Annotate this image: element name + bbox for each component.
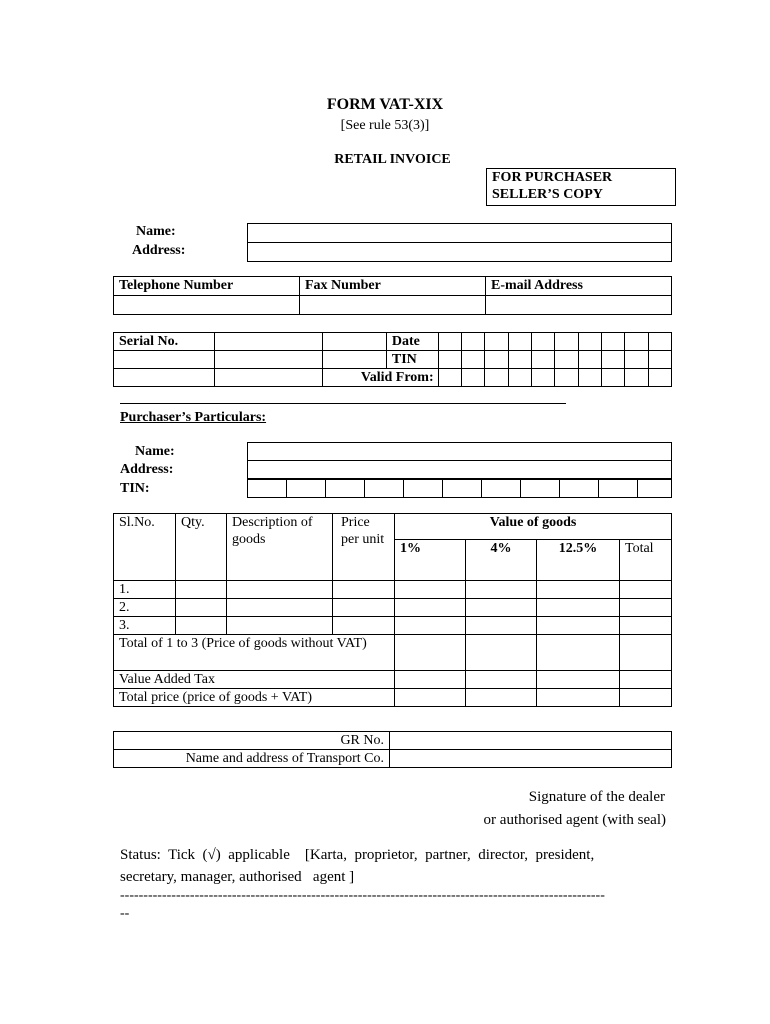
purchaser-address-label: Address: [120, 462, 174, 477]
row-1-price[interactable] [333, 581, 395, 599]
tin-box[interactable] [287, 480, 326, 498]
row-3-desc[interactable] [227, 617, 333, 635]
row-3-price[interactable] [333, 617, 395, 635]
valid-cell[interactable] [485, 369, 508, 387]
purchaser-name-address-boxes [247, 442, 672, 479]
copy-box [486, 168, 676, 206]
telephone-field[interactable] [114, 296, 300, 315]
row-3-125pct[interactable] [537, 617, 620, 635]
email-field[interactable] [486, 296, 672, 315]
purchaser-heading: Purchaser’s Particulars: [120, 410, 267, 425]
tin-cell[interactable] [625, 351, 648, 369]
tin-box[interactable] [365, 480, 404, 498]
purchaser-tin-boxes [247, 479, 672, 498]
date-cell[interactable] [461, 333, 484, 351]
tin-box[interactable] [560, 480, 599, 498]
serial-field-3[interactable] [215, 351, 323, 369]
total-4pct[interactable] [466, 635, 537, 671]
goods-table [113, 513, 672, 707]
fax-field[interactable] [300, 296, 486, 315]
seller-address-label: Address: [132, 243, 186, 258]
tin-cell[interactable] [648, 351, 671, 369]
col-price: Price per unit [333, 514, 395, 581]
tin-box[interactable] [443, 480, 482, 498]
purchaser-address-field[interactable] [248, 461, 672, 479]
valid-cell[interactable] [578, 369, 601, 387]
col-value-of-goods: Value of goods [395, 514, 672, 540]
row-2-price[interactable] [333, 599, 395, 617]
tin-cell[interactable] [461, 351, 484, 369]
row-2-total[interactable] [620, 599, 672, 617]
valid-cell[interactable] [648, 369, 671, 387]
row-3-slno: 3. [114, 617, 176, 635]
tin-box[interactable] [521, 480, 560, 498]
tin-cell[interactable] [578, 351, 601, 369]
seller-address-field[interactable] [248, 243, 672, 262]
col-slno: Sl.No. [114, 514, 176, 581]
tin-cell[interactable] [555, 351, 578, 369]
tin-cell[interactable] [438, 351, 461, 369]
grand-total[interactable] [620, 689, 672, 707]
valid-spacer-2 [215, 369, 323, 387]
tin-box[interactable] [326, 480, 365, 498]
tin-label: TIN [386, 351, 438, 369]
valid-from-label: Valid From: [322, 369, 438, 387]
vat-125pct[interactable] [537, 671, 620, 689]
date-cell[interactable] [438, 333, 461, 351]
gr-no-label: GR No. [114, 732, 390, 750]
rule-reference: [See rule 53(3)] [340, 118, 430, 133]
date-cell[interactable] [625, 333, 648, 351]
date-cell[interactable] [555, 333, 578, 351]
col-4pct: 4% [466, 540, 537, 581]
grand-125pct[interactable] [537, 689, 620, 707]
dash-line-2: -- [120, 906, 130, 921]
serial-label: Serial No. [114, 333, 215, 351]
valid-cell[interactable] [461, 369, 484, 387]
seller-name-field[interactable] [248, 224, 672, 243]
copy-seller: SELLER’S COPY [492, 187, 603, 202]
row-2-1pct[interactable] [395, 599, 466, 617]
valid-cell[interactable] [601, 369, 624, 387]
date-cell[interactable] [648, 333, 671, 351]
total-total[interactable] [620, 635, 672, 671]
date-label: Date [386, 333, 438, 351]
tin-box[interactable] [404, 480, 443, 498]
date-cell[interactable] [531, 333, 554, 351]
valid-cell[interactable] [555, 369, 578, 387]
row-2-4pct[interactable] [466, 599, 537, 617]
tin-spacer [322, 351, 386, 369]
date-cell[interactable] [578, 333, 601, 351]
vat-total[interactable] [620, 671, 672, 689]
row-2-125pct[interactable] [537, 599, 620, 617]
tin-box[interactable] [638, 480, 672, 498]
valid-cell[interactable] [508, 369, 531, 387]
grand-1pct[interactable] [395, 689, 466, 707]
serial-field[interactable] [215, 333, 323, 351]
email-label: E-mail Address [486, 277, 672, 296]
col-1pct: 1% [395, 540, 466, 581]
dash-line: -------------------------------------------------------------------------------------------------------- [120, 888, 605, 903]
fax-label: Fax Number [300, 277, 486, 296]
purchaser-name-label: Name: [135, 444, 175, 459]
valid-cell[interactable] [625, 369, 648, 387]
row-1-total[interactable] [620, 581, 672, 599]
purchaser-tin-label: TIN: [120, 481, 150, 496]
tin-cell[interactable] [531, 351, 554, 369]
date-cell[interactable] [485, 333, 508, 351]
telephone-label: Telephone Number [114, 277, 300, 296]
form-subtitle: RETAIL INVOICE [334, 152, 451, 167]
valid-cell[interactable] [531, 369, 554, 387]
row-1-desc[interactable] [227, 581, 333, 599]
row-2-slno: 2. [114, 599, 176, 617]
col-total: Total [620, 540, 672, 581]
tin-box[interactable] [482, 480, 521, 498]
status-line-1: Status: Tick (√) applicable [Karta, proprietor, partner, director, president, [120, 847, 595, 863]
row-3-total[interactable] [620, 617, 672, 635]
col-125pct: 12.5% [537, 540, 620, 581]
vat-label: Value Added Tax [114, 671, 395, 689]
valid-spacer-1 [114, 369, 215, 387]
date-cell[interactable] [601, 333, 624, 351]
form-title: FORM VAT-XIX [326, 96, 444, 113]
total-1pct[interactable] [395, 635, 466, 671]
row-3-4pct[interactable] [466, 617, 537, 635]
contact-table [113, 276, 672, 315]
row-3-1pct[interactable] [395, 617, 466, 635]
tin-box[interactable] [599, 480, 638, 498]
purchaser-name-field[interactable] [248, 443, 672, 461]
signature-line-2: or authorised agent (with seal) [483, 812, 666, 828]
seller-name-label: Name: [136, 224, 176, 239]
transport-co-field[interactable] [390, 750, 672, 768]
row-1-125pct[interactable] [537, 581, 620, 599]
divider-line [120, 403, 566, 404]
vat-4pct[interactable] [466, 671, 537, 689]
tin-cell[interactable] [508, 351, 531, 369]
row-2-desc[interactable] [227, 599, 333, 617]
grand-4pct[interactable] [466, 689, 537, 707]
row-1-slno: 1. [114, 581, 176, 599]
row-1-qty[interactable] [176, 581, 227, 599]
row-1-1pct[interactable] [395, 581, 466, 599]
serial-table [113, 332, 672, 387]
tin-box[interactable] [248, 480, 287, 498]
copy-purchaser: FOR PURCHASER [492, 170, 613, 185]
row-1-4pct[interactable] [466, 581, 537, 599]
tin-cell[interactable] [485, 351, 508, 369]
total-without-vat-label: Total of 1 to 3 (Price of goods without VAT) [114, 635, 395, 671]
row-3-qty[interactable] [176, 617, 227, 635]
tin-cell[interactable] [601, 351, 624, 369]
row-2-qty[interactable] [176, 599, 227, 617]
total-125pct[interactable] [537, 635, 620, 671]
col-qty: Qty. [176, 514, 227, 581]
seller-name-address-boxes [247, 223, 672, 262]
col-description: Description of goods [227, 514, 333, 581]
status-line-2: secretary, manager, authorised agent ] [120, 869, 355, 885]
serial-spacer [322, 333, 386, 351]
date-cell[interactable] [508, 333, 531, 351]
gr-no-field[interactable] [390, 732, 672, 750]
vat-1pct[interactable] [395, 671, 466, 689]
transport-co-label: Name and address of Transport Co. [114, 750, 390, 768]
valid-cell[interactable] [438, 369, 461, 387]
serial-field-2[interactable] [114, 351, 215, 369]
signature-line-1: Signature of the dealer [528, 789, 665, 805]
grand-total-label: Total price (price of goods + VAT) [114, 689, 395, 707]
transport-table [113, 731, 672, 768]
